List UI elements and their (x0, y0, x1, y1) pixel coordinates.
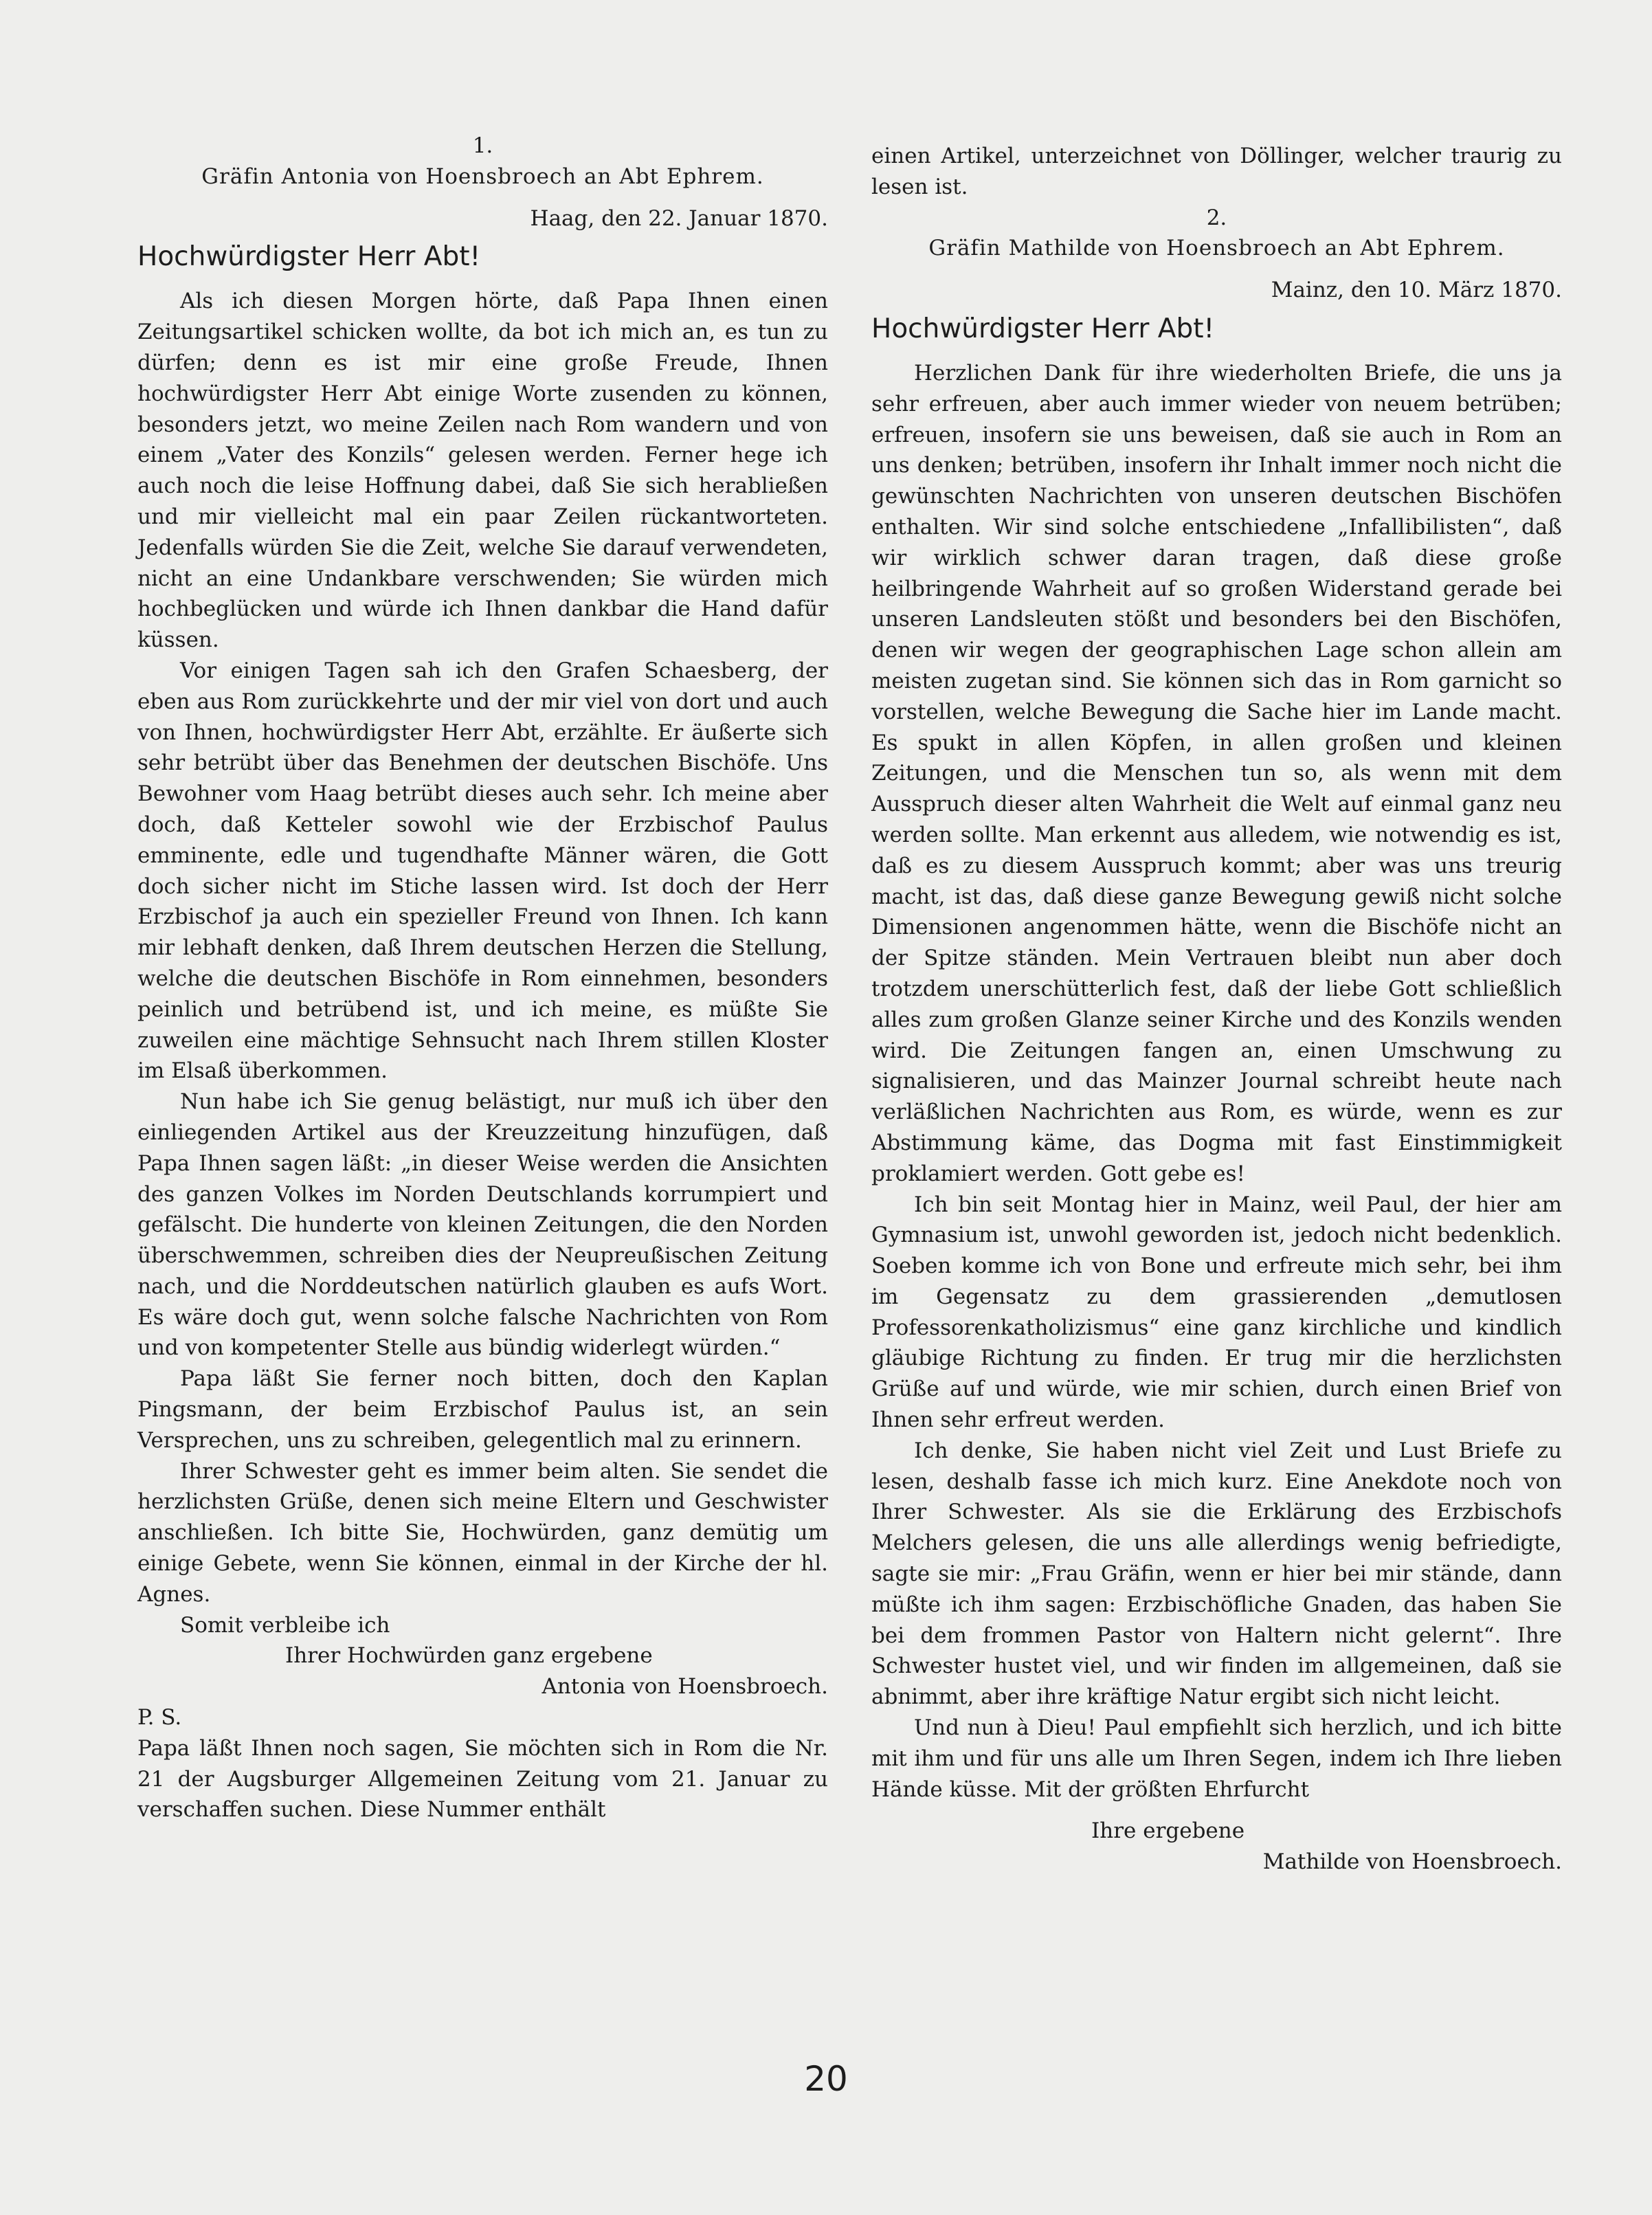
left-column (137, 131, 828, 1825)
letter-1-salutation: Hochwürdigster Herr Abt! (137, 241, 481, 273)
postscript-continuation: einen Artikel, unterzeichnet von Döllinger, welcher traurig zu lesen ist. (871, 144, 1562, 199)
letter-1-paragraph: Papa läßt Sie ferner noch bitten, doch den Kaplan Pingsmann, der beim Erzbischof Paulus ist, an sein Versprechen, uns zu schreiben, gelegentlich mal zu erinnern. (137, 1366, 828, 1453)
letter-1-dateline: Haag, den 22. Januar 1870. (530, 205, 828, 231)
letter-2-dateline: Mainz, den 10. März 1870. (1271, 278, 1562, 303)
letter-2-number: 2. (1206, 205, 1227, 230)
letter-2-paragraph: Ich denke, Sie haben nicht viel Zeit und Lust Briefe zu lesen, deshalb fasse ich mich kurz. Eine Anekdote noch von Ihrer Schwester. Als sie die Erklärung des Erzbischofs Melchers gelesen, die uns alle allerdings wenig befriedigte, sagte sie mir: „Frau Gräfin, wenn er hier bei mir stände, dann müßte ich ihm sagen: Erzbischöfliche Gnaden, das haben Sie bei dem frommen Pastor von Haltern nicht gelernt“. Ihre Schwester hustet viel, und wir finden im allgemeinen, daß sie abnimmt, aber ihre kräftige Natur ergibt sich nicht leicht. (871, 1438, 1562, 1710)
letter-2-paragraph: Herzlichen Dank für ihre wiederholten Briefe, die uns ja sehr erfreuen, aber auch immer wieder von neuem betrüben; erfreuen, insofern sie uns beweisen, daß sie auch in Rom an uns denken; betrüben, insofern ihr Inhalt immer noch nicht die gewünschten Nachrichten von unseren deutschen Bischöfen enthalten. Wir sind solche entschiedene „Infallibilisten“, daß wir wirklich schwer daran tragen, daß diese große heilbringende Wahrheit auf so großen Widerstand gerade bei unseren Landsleuten stößt und besonders bei den Bischöfen, denen wir wegen der geographischen Lage schon allein am meisten zugetan sind. Sie können sich das in Rom garnicht so vorstellen, welche Bewegung die Sache hier im Lande macht. Es spukt in allen Köpfen, in allen großen und kleinen Zeitungen, und die Menschen tun so, als wenn mit dem Ausspruch dieser alten Wahrheit die Welt auf einmal ganz neu werden sollte. Man erkennt aus alledem, wie notwendig es ist, daß es zu diesem Ausspruch kommt; aber was uns treurig macht, ist das, daß diese ganze Bewegung gewiß nicht solche Dimensionen angenommen hätte, wenn die Bischöfe nicht an der Spitze ständen. Mein Vertrauen bleibt nun aber doch trotzdem unerschütterlich fest, daß der liebe Gott schließlich alles zum großen Glanze seiner Kirche und des Konzils wenden wird. Die Zeitungen fangen an, einen Umschwung zu signalisieren, und das Mainzer Journal schreibt heute nach verläßlichen Nachrichten aus Rom, es würde, wenn es zur Abstimmung käme, das Dogma mit fast Einstimmigkeit proklamiert werden. Gott gebe es! (871, 360, 1562, 1186)
postscript-label: P. S. (137, 1705, 182, 1730)
letter-2-signature: Mathilde von Hoensbroech. (1262, 1849, 1562, 1875)
letter-2-paragraph: Ich bin seit Montag hier in Mainz, weil Paul, der hier am Gymnasium ist, unwohl geworden ist, jedoch nicht bedenklich. Soeben komme ich von Bone und erfreute mich sehr, bei ihm im Gegensatz zu dem grassierenden „demutlosen Professorenkatholizismus“ eine ganz kirchliche und kindlich gläubige Richtung zu finden. Er trug mir die herzlichsten Grüße auf und würde, wie mir schien, durch einen Brief von Ihnen sehr erfreut werden. (871, 1192, 1562, 1433)
letter-1-closing: Somit verbleibe ich (180, 1612, 390, 1638)
letter-1-paragraph: Vor einigen Tagen sah ich den Grafen Schaesberg, der eben aus Rom zurückkehrte und der mir viel von dort und auch von Ihnen, hochwürdigster Herr Abt, erzählte. Er äußerte sich sehr betrübt über das Benehmen der deutschen Bischöfe. Uns Bewohner vom Haag betrübt dieses auch sehr. Ich meine aber doch, daß Ketteler sowohl wie der Erzbischof Paulus emminente, edle und tugendhafte Männer wären, die Gott doch sicher nicht im Stiche lassen wird. Ist doch der Herr Erzbischof ja auch ein spezieller Freund von Ihnen. Ich kann mir lebhaft denken, daß Ihrem deutschen Herzen die Stellung, welche die deutschen Bischöfe in Rom einnehmen, besonders peinlich und betrübend ist, und ich meine, es müßte Sie zuweilen eine mächtige Sehnsucht nach Ihrem stillen Kloster im Elsaß überkommen. (137, 658, 828, 1084)
letter-1-paragraph: Nun habe ich Sie genug belästigt, nur muß ich über den einliegenden Artikel aus der Kreuzzeitung hinzufügen, daß Papa Ihnen sagen läßt: „in dieser Weise werden die Ansichten des ganzen Volkes im Norden Deutschlands korrumpiert und gefälscht. Die hunderte von kleinen Zeitungen, die den Norden überschwemmen, schreiben dies der Neupreußischen Zeitung nach, und die Norddeutschen natürlich glauben es aufs Wort. Es wäre doch gut, wenn solche falsche Nachrichten von Rom und von kompetenter Stelle aus bündig widerlegt würden.“ (137, 1089, 828, 1361)
letter-1-number: 1. (472, 133, 493, 158)
letter-2-closing: Ihre ergebene (1091, 1818, 1245, 1844)
letter-2-salutation: Hochwürdigster Herr Abt! (871, 313, 1215, 344)
letter-2-paragraph: Und nun à Dieu! Paul empfiehlt sich herzlich, und ich bitte mit ihm und für uns alle um Ihren Segen, indem ich Ihre lieben Hände küsse. Mit der größten Ehrfurcht (871, 1715, 1562, 1802)
letter-1-paragraph: Als ich diesen Morgen hörte, daß Papa Ihnen einen Zeitungsartikel schicken wollte, da bot ich mich an, es tun zu dürfen; denn es ist mir eine große Freude, Ihnen hochwürdigster Herr Abt einige Worte zusenden zu können, besonders jetzt, wo meine Zeilen nach Rom wandern und von einem „Vater des Konzils“ gelesen werden. Ferner hege ich auch noch die leise Hoffnung dabei, daß Sie sich herabließen und mir vielleicht mal ein paar Zeilen rückantworteten. Jedenfalls würden Sie die Zeit, welche Sie darauf verwendeten, nicht an eine Undankbare verschwenden; Sie würden mich hochbeglücken und würde ich Ihnen dankbar die Hand dafür küssen. (137, 289, 828, 653)
letter-1-signature: Antonia von Hoensbroech. (542, 1674, 828, 1700)
letter-2-sender: Gräfin Mathilde von Hoensbroech an Abt Ephrem. (928, 236, 1505, 261)
right-column (871, 141, 1562, 1878)
page-number: 20 (804, 2059, 848, 2099)
letter-1-closing-formula: Ihrer Hochwürden ganz ergebene (285, 1643, 653, 1669)
postscript-text: Papa läßt Ihnen noch sagen, Sie möchten sich in Rom die Nr. 21 der Augsburger Allgemeinen Zeitung vom 21. Januar zu verschaffen suchen. Diese Nummer enthält (137, 1735, 828, 1823)
letter-1-paragraph: Ihrer Schwester geht es immer beim alten. Sie sendet die herzlichsten Grüße, denen sich meine Eltern und Geschwister anschließen. Ich bitte Sie, Hochwürden, ganz demütig um einige Gebete, wenn Sie können, einmal in der Kirche der hl. Agnes. (137, 1458, 828, 1607)
letter-1-sender: Gräfin Antonia von Hoensbroech an Abt Ephrem. (201, 164, 764, 189)
